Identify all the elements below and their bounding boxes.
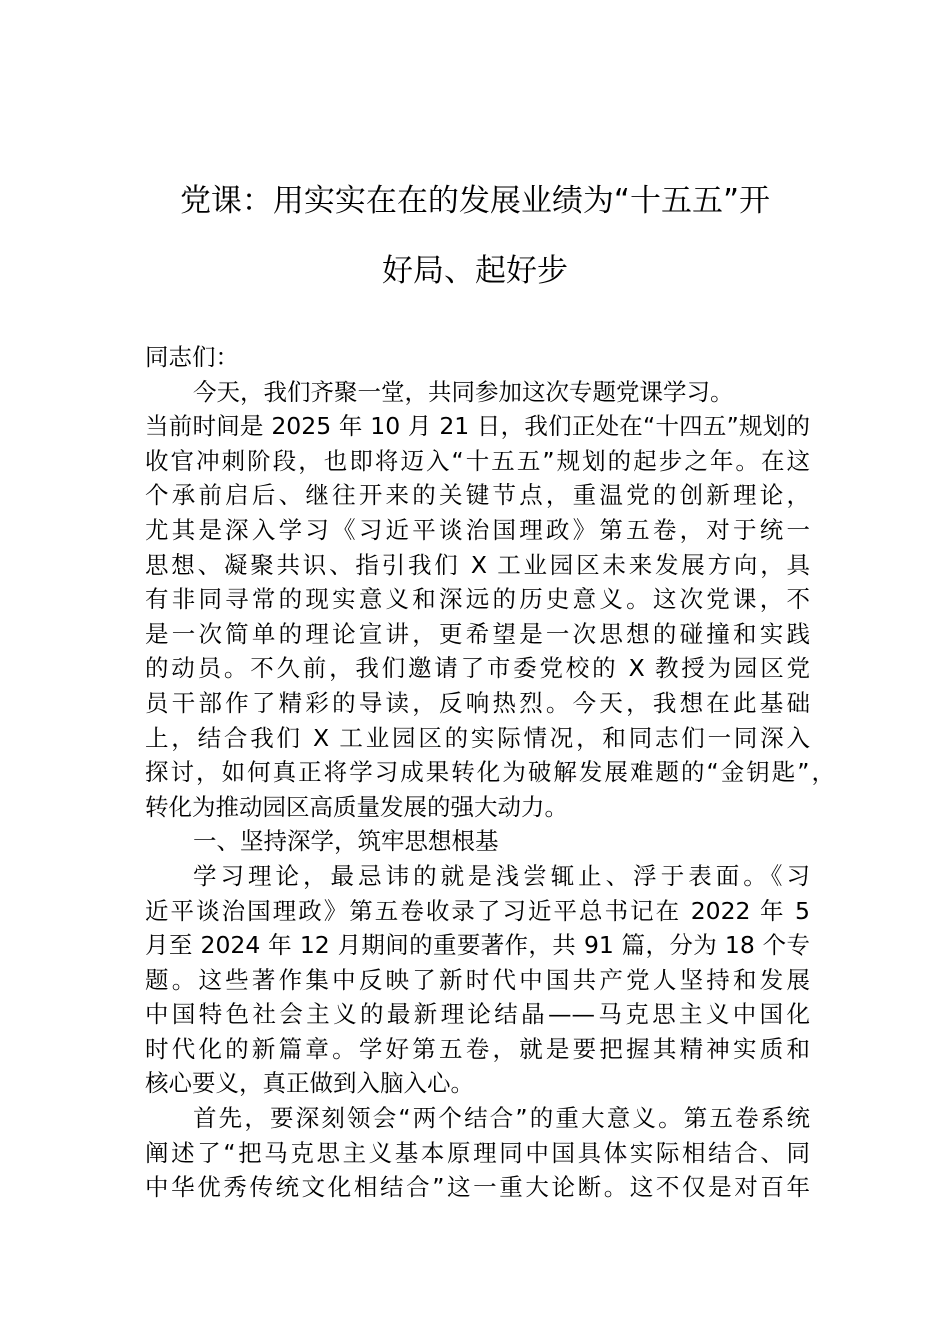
paragraph-line: 题。这些著作集中反映了新时代中国共产党人坚持和发展	[145, 965, 810, 994]
paragraph-line: 收官冲刺阶段，也即将迈入“十五五”规划的起步之年。在这	[145, 446, 810, 475]
paragraph-line: 尤其是深入学习《习近平谈治国理政》第五卷，对于统一	[145, 515, 810, 544]
paragraph-line: 思想、凝聚共识、指引我们 X 工业园区未来发展方向，具	[145, 550, 810, 579]
paragraph-line: 中华优秀传统文化相结合”这一重大论断。这不仅是对百年	[145, 1173, 810, 1202]
paragraph-line: 月至 2024 年 12 月期间的重要著作，共 91 篇，分为 18 个专	[145, 931, 810, 960]
paragraph-line: 的动员。不久前，我们邀请了市委党校的 X 教授为园区党	[145, 654, 810, 683]
document-title-line-2: 好局、起好步	[382, 253, 568, 289]
paragraph-line: 今天，我们齐聚一堂，共同参加这次专题党课学习。	[193, 377, 734, 406]
paragraph-line: 是一次简单的理论宣讲，更希望是一次思想的碰撞和实践	[145, 619, 810, 648]
document-body	[145, 340, 835, 1205]
paragraph-line: 探讨，如何真正将学习成果转化为破解发展难题的“金钥匙”，	[145, 758, 835, 787]
paragraph-line: 学习理论，最忌讳的就是浅尝辄止、浮于表面。《习	[193, 861, 810, 890]
section-heading: 一、坚持深学，筑牢思想根基	[193, 827, 499, 856]
paragraph-line: 上，结合我们 X 工业园区的实际情况，和同志们一同深入	[145, 723, 810, 752]
document-title-line-1: 党课：用实实在在的发展业绩为“十五五”开	[179, 183, 771, 219]
paragraph-line: 首先，要深刻领会“两个结合”的重大意义。第五卷系统	[193, 1104, 810, 1133]
salutation: 同志们：	[145, 343, 239, 371]
paragraph-line: 核心要义，真正做到入脑入心。	[145, 1069, 474, 1098]
paragraph-line: 当前时间是 2025 年 10 月 21 日，我们正处在“十四五”规划的	[145, 412, 810, 441]
paragraph-line: 近平谈治国理政》第五卷收录了习近平总书记在 2022 年 5	[145, 896, 810, 925]
paragraph-line: 时代化的新篇章。学好第五卷，就是要把握其精神实质和	[145, 1034, 810, 1063]
paragraph-line: 转化为推动园区高质量发展的强大动力。	[145, 792, 568, 821]
paragraph-line: 个承前启后、继往开来的关键节点，重温党的创新理论，	[145, 481, 810, 510]
paragraph-line: 阐述了“把马克思主义基本原理同中国具体实际相结合、同	[145, 1138, 810, 1167]
paragraph-line: 员干部作了精彩的导读，反响热烈。今天，我想在此基础	[145, 688, 810, 717]
paragraph-line: 中国特色社会主义的最新理论结晶——马克思主义中国化	[145, 1000, 810, 1029]
paragraph-line: 有非同寻常的现实意义和深远的历史意义。这次党课，不	[145, 585, 810, 614]
